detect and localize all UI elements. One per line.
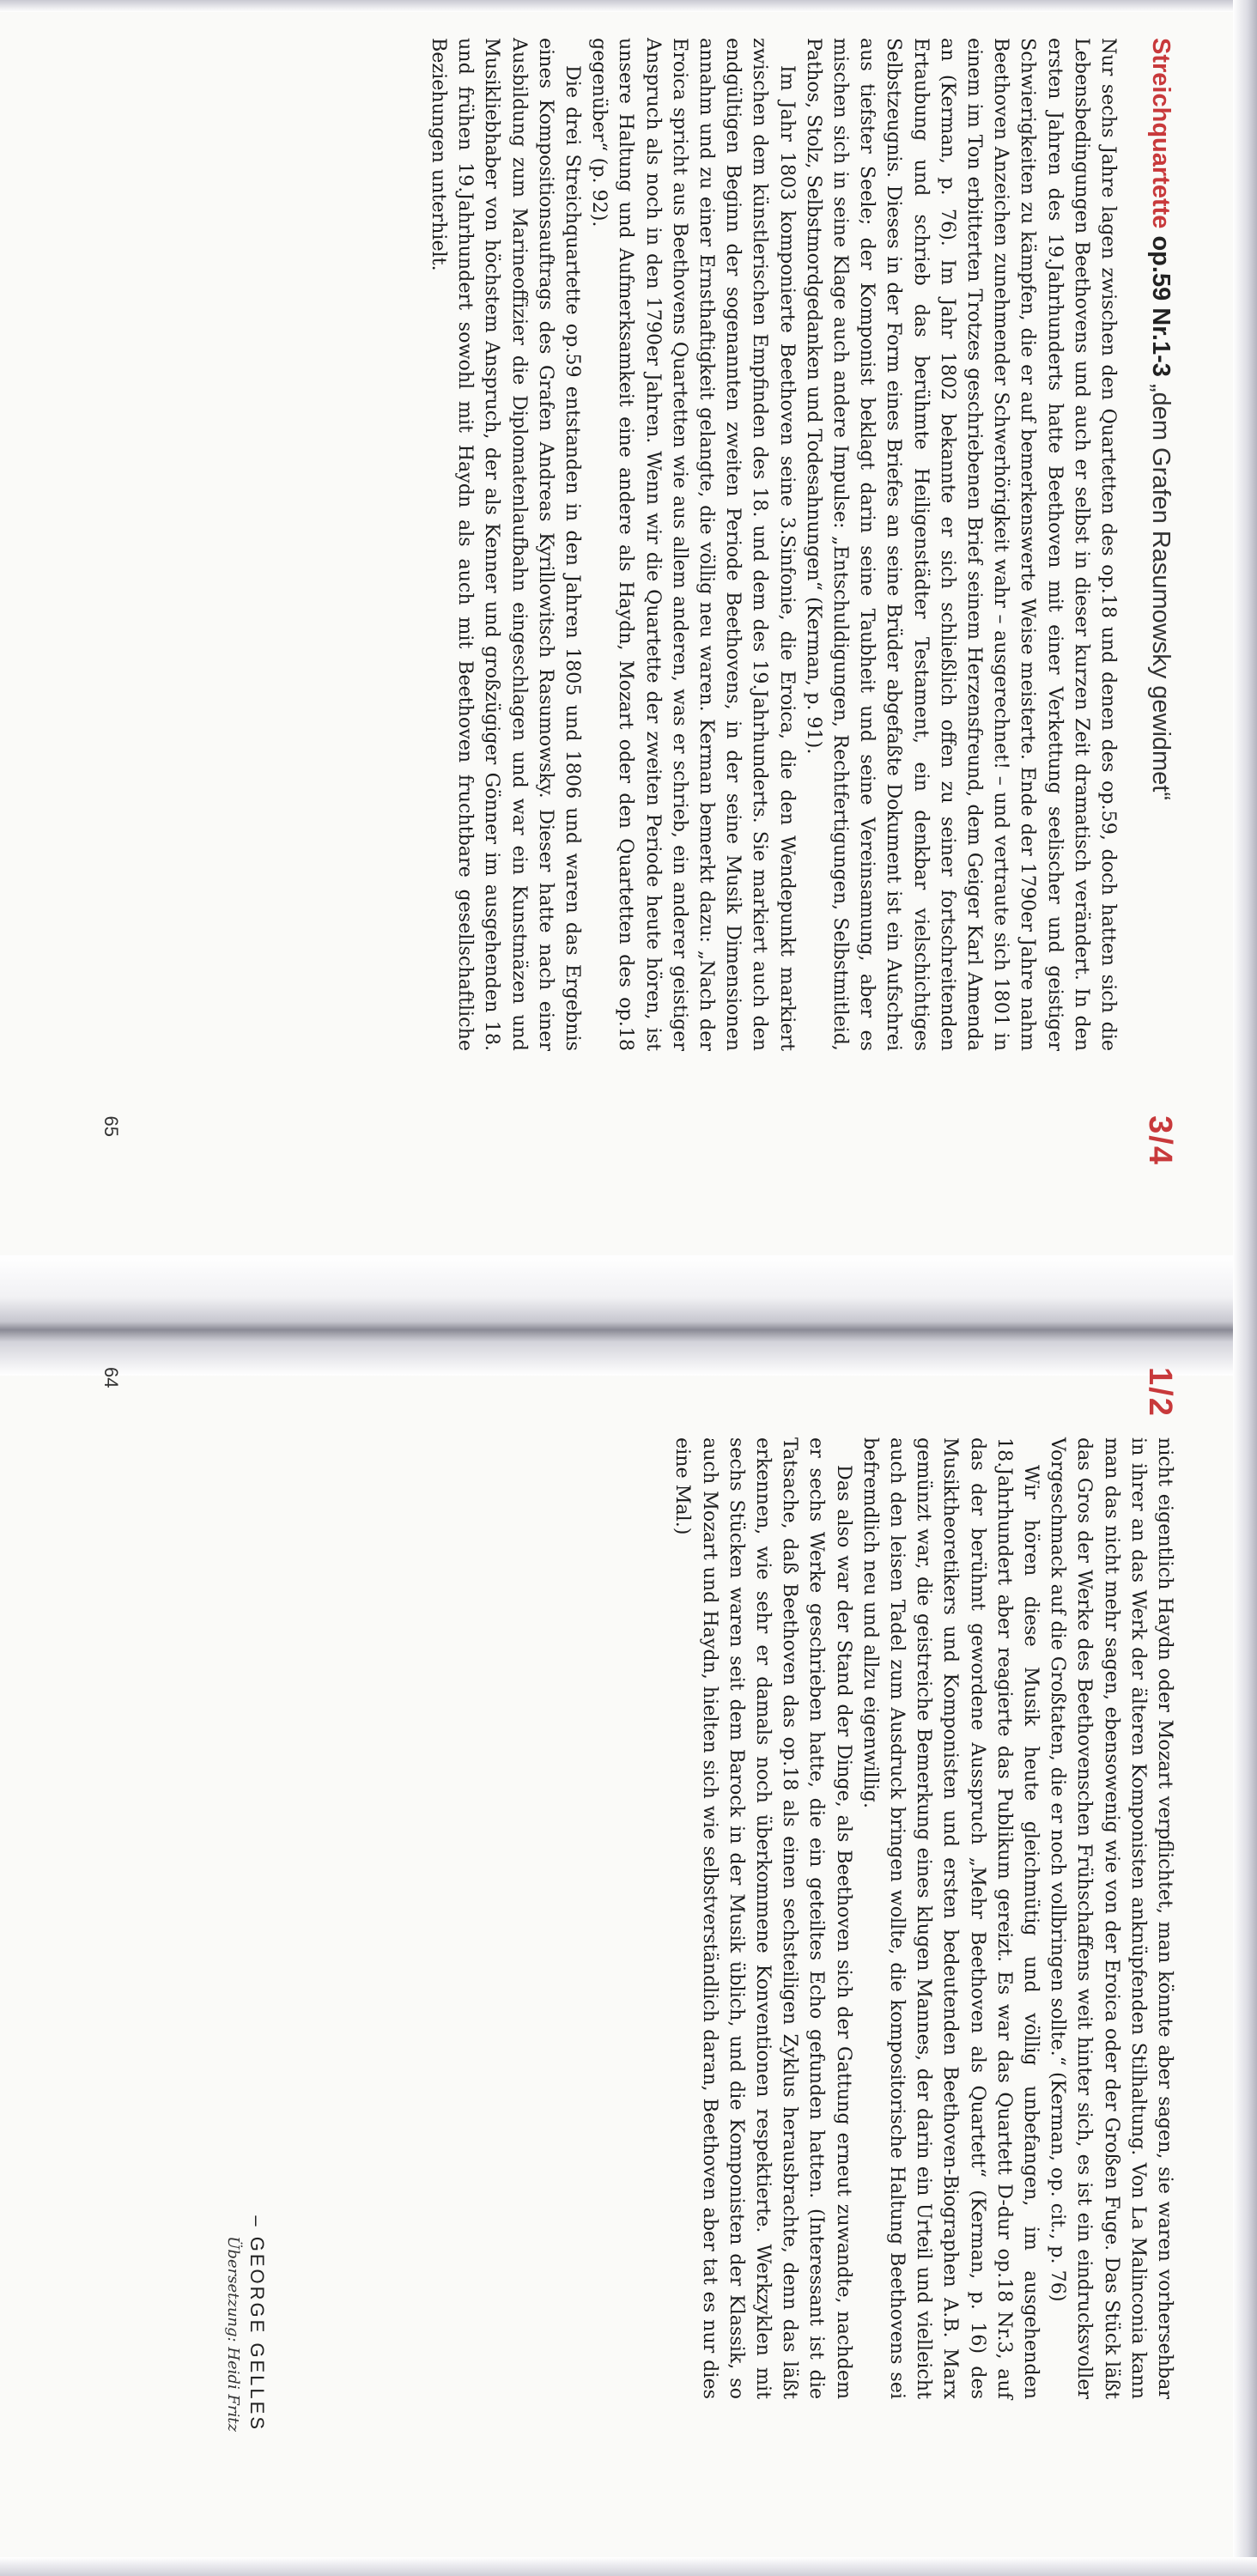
paragraph: Im Jahr 1803 komponierte Beethoven seine 3.Sinfonie, die Eroica, die den Wendepunkt markiert zwischen dem künstlerischen Empfinden des 18. und dem des 19.Jahrhunderts. Sie markiert auch den endgültigen Beginn der sogenannten zweiten Periode Beethovens, in der seine Musik Dimensionen annahm und zu einer Ernsthaftigkeit gelangte, die völlig neu waren. Kerman bemerkt dazu: „Nach der Eroica spricht aus Beethovens Quartetten wie aus allem anderen, was er schrieb, ein anderer geistiger Anspruch als noch in den 1790er Jahren. Wenn wir die Quartette der zweiten Periode heute hören, ist unsere Haltung und Aufmerksamkeit eine andere als Haydn, Mozart oder den Quartetten des op.18 gegenüber“ (p. 92).	[588, 38, 799, 1051]
paragraph: Die drei Streichquartette op.59 entstanden in den Jahren 1805 und 1806 und waren das Ergebnis eines Kompositionsauftrags des Grafen Andreas Kyrillowitsch Rasumowsky. Dieser hatte nach einer Ausbildung zum Marineoffizier die Diplomatenlaufbahn eingeschlagen und war ein Kunstmäzen und Musikliebhaber von höchstem Anspruch, der als Kenner und großzügiger Gönner im ausgehenden 18. und frühen 19.Jahrhundert sowohl mit Haydn als auch mit Beethoven fruchtbare gesellschaftliche Beziehungen unterhielt.	[427, 38, 584, 1051]
page-folio-number: 64	[100, 1367, 122, 1388]
article-heading	[1144, 38, 1178, 800]
scan-right-edge	[1233, 0, 1257, 2576]
author-name: – GEORGE GELLES	[246, 2215, 268, 2432]
body-text-column	[425, 38, 1121, 1051]
scan-bottom-edge	[0, 2557, 1257, 2576]
book-gutter-fold	[0, 1255, 1257, 1376]
scan-top-edge	[0, 0, 1257, 12]
translator-credit: Übersetzung: Heidi Fritz	[224, 2236, 242, 2432]
heading-dedication: „dem Grafen Rasumowsky gewidmet“	[1147, 383, 1175, 801]
paragraph: Wir hören diese Musik heute gleichmütig und völlig unbefangen, im ausgehenden 18.Jahrhundert aber reagierte das Publikum gereizt. Es war das Quartett D-dur op.18 Nr.3, auf das der berühmt gewordene Ausspruch „Mehr Beethoven als Quartett“ (Kerman, p. 16) des Musiktheoretikers und Komponisten und ersten bedeutenden Beethoven-Biographen A.B. Marx gemünzt war, die geistreiche Bemerkung eines klugen Mannes, der darin ein Urteil und vielleicht auch den leisen Tadel zum Ausdruck bringen wollte, die kompositorische Haltung Beethovens sei befremdlich neu und allzu eigenwillig.	[859, 1437, 1042, 2399]
article-signature	[224, 2215, 268, 2432]
page-section-marker: 3/4	[1142, 1115, 1178, 1166]
page-64	[62, 1367, 1178, 2535]
body-text-column	[669, 1437, 1178, 2399]
paragraph: Nur sechs Jahre lagen zwischen den Quartetten des op.18 und denen des op.59, doch hatten sich die Lebensbedingungen Beethovens und auch er selbst in dieser kurzen Zeit dramatisch verändert. In den ersten Jahren des 19.Jahrhunderts hatte Beethoven mit einer Verkettung seelischer und geistiger Schwierigkeiten zu kämpfen, die er auf bemerkenswerte Weise meisterte. Ende der 1790er Jahre nahm Beethoven Anzeichen zunehmender Schwerhörigkeit wahr – ausgerechnet! – und vertraute sich 1801 in einem im Ton erbitterten Trotzes geschriebenen Brief seinem Herzensfreund, dem Geiger Karl Amenda an (Kerman, p. 76). Im Jahr 1802 bekannte er sich schließlich offen zu seiner fortschreitenden Ertaubung und schrieb das berühmte Heiligenstädter Testament, ein denkbar vielschichtiges Selbstzeugnis. Dieses in der Form eines Briefes an seine Brüder abgefaßte Dokument ist ein Aufschrei aus tiefster Seele; der Komponist beklagt darin seine Taubheit und seine Vereinsamung, aber es mischen sich in seine Klage auch andere Impulse: „Entschuldigungen, Rechtfertigungen, Selbstmitleid, Pathos, Stolz, Selbstmordgedanken und Todesahnungen“ (Kerman, p. 91).	[802, 38, 1120, 1051]
page-section-marker: 1/2	[1142, 1367, 1178, 1418]
heading-opus: op.59 Nr.1-3	[1147, 235, 1175, 377]
heading-prefix: Streichquartette	[1147, 38, 1175, 229]
paragraph: Das also war der Stand der Dinge, als Beethoven sich der Gattung erneut zuwandte, nachdem er sechs Werke geschrieben hatte, die ein geteiltes Echo gefunden hatten. (Interessant ist die Tatsache, daß Beethoven das op.18 als einen sechsteiligen Zyklus herausbrachte, denn das läßt erkennen, wie sehr er damals noch überkommene Konventionen respektierte. Werkzyklen mit sechs Stücken waren seit dem Barock in der Musik üblich, und die Komponisten der Klassik, so auch Mozart und Haydn, hielten sich wie selbstverständlich daran, Beethoven aber tat es nur dies eine Mal.)	[671, 1437, 855, 2399]
paragraph: nicht eigentlich Haydn oder Mozart verpflichtet, man könnte aber sagen, sie waren vorhersehbar in ihrer an das Werk der älteren Komponisten anknüpfenden Stilhaltung. Von La Malinconia kann man das nicht mehr sagen, ebensowenig wie von der Eroica oder der Großen Fuge. Das Stück läßt das Gros der Werke des Beethovenschen Frühschaffens weit hinter sich, es ist ein eindrucksvoller Vorgeschmack auf die Großtaten, die er noch vollbringen sollte.“ (Kerman, op. cit., p. 76)	[1047, 1437, 1176, 2399]
page-65	[62, 38, 1178, 1171]
page-folio-number: 65	[100, 1115, 122, 1137]
